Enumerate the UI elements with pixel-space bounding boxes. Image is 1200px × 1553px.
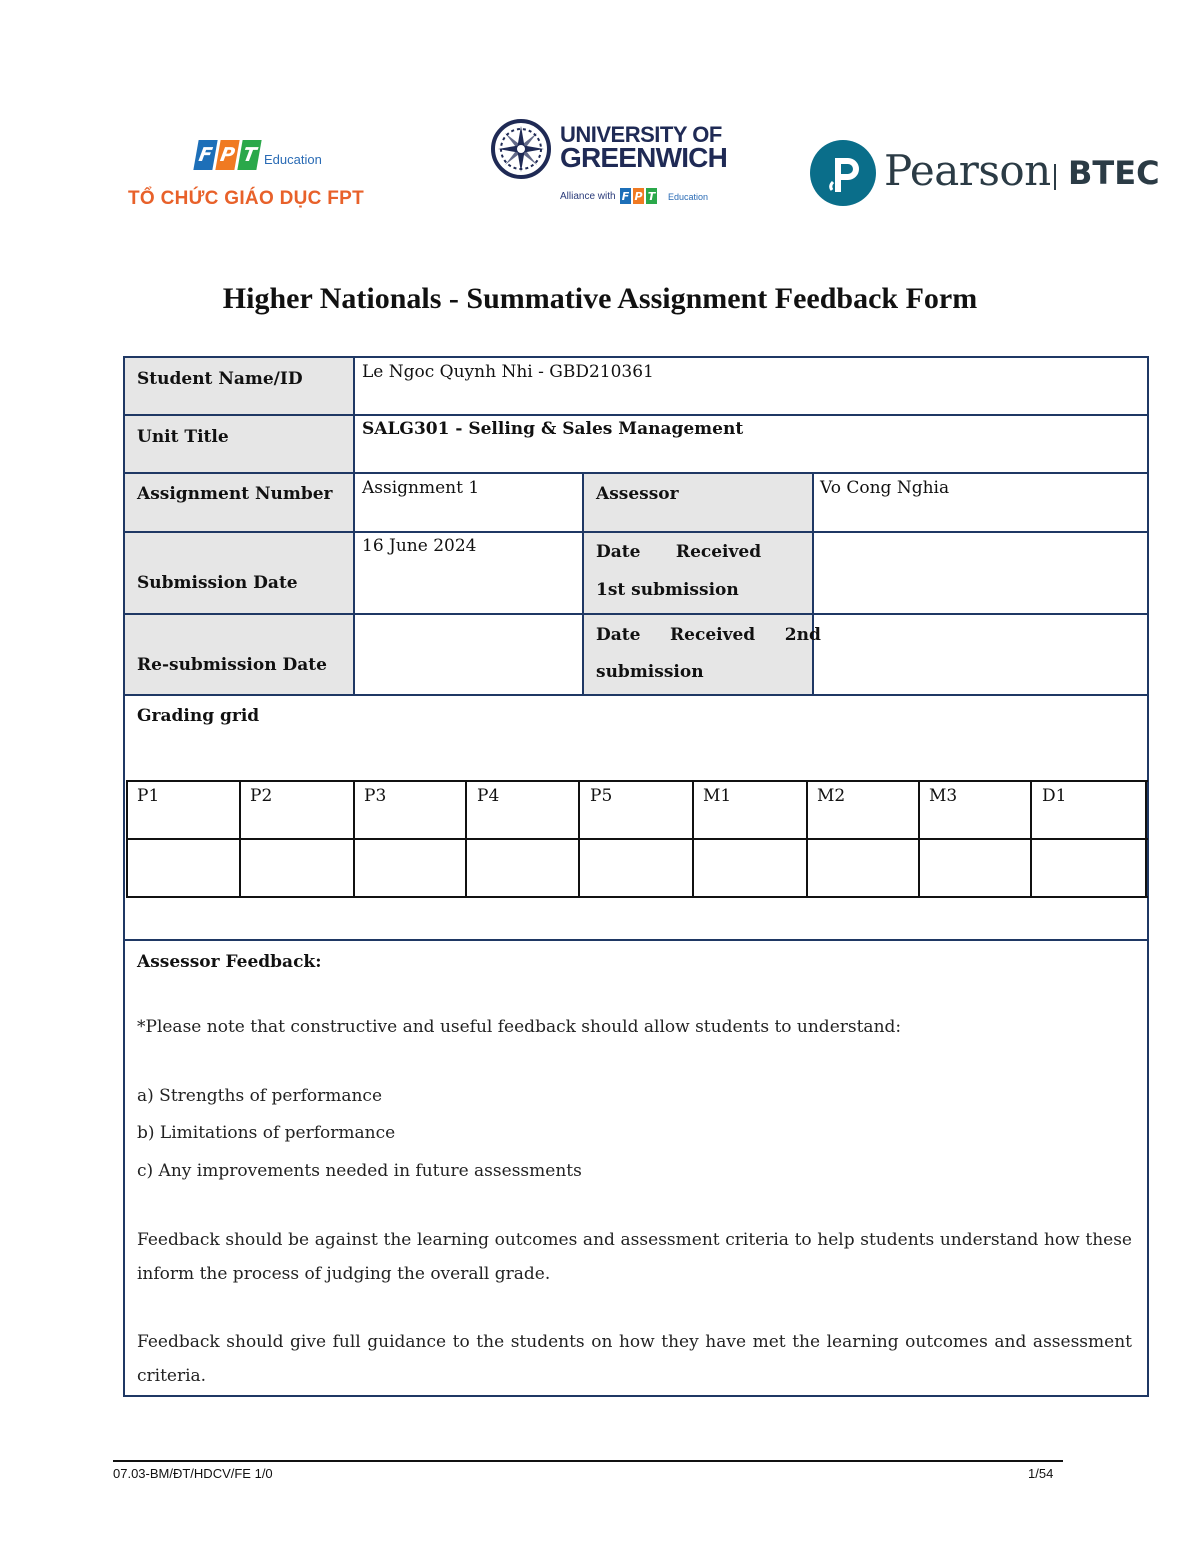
date-received-first-label: Date Received — [596, 542, 762, 562]
criterion-p2: P2 — [250, 786, 273, 806]
column-divider — [582, 472, 584, 696]
student-name-value: Le Ngoc Quynh Nhi - GBD210361 — [362, 362, 654, 382]
greenwich-alliance-text: Alliance with — [560, 191, 616, 202]
page-title: Higher Nationals - Summative Assignment Feedback Form — [222, 282, 978, 315]
criterion-m2: M2 — [817, 786, 846, 806]
submission-date-value: 16 June 2024 — [362, 536, 477, 556]
university-of-greenwich-logo — [490, 118, 728, 210]
page-number: 1/54 — [1028, 1466, 1054, 1481]
grid-line — [126, 896, 1148, 898]
mini-letter-t: T — [647, 189, 656, 203]
pearson-btec-logo — [810, 138, 1160, 214]
btec-wordmark: BTEC — [1068, 154, 1160, 192]
row-divider — [123, 472, 1149, 474]
greenwich-title-line2: GREENWICH — [560, 142, 728, 173]
grid-line — [465, 780, 467, 898]
unit-title-value: SALG301 - Selling & Sales Management — [362, 419, 744, 439]
grid-line — [806, 780, 808, 898]
fpt-education-text: Education — [264, 152, 322, 167]
fpt-letters — [196, 140, 259, 170]
grid-line — [126, 780, 128, 898]
column-divider — [812, 472, 814, 696]
footer-divider — [113, 1460, 1063, 1462]
document-code: 07.03-BM/ĐT/HDCV/FE 1/0 — [113, 1466, 273, 1481]
student-name-label: Student Name/ID — [137, 369, 303, 389]
pearson-separator — [1054, 164, 1056, 190]
criterion-p5: P5 — [590, 786, 613, 806]
second-submission-label: submission — [596, 662, 704, 682]
greenwich-compass-icon — [490, 118, 552, 180]
criterion-m1: M1 — [703, 786, 732, 806]
unit-title-label: Unit Title — [137, 427, 229, 447]
greenwich-fpt-mini-logo — [620, 188, 657, 204]
grading-grid-label: Grading grid — [137, 706, 260, 726]
assignment-number-value: Assignment 1 — [362, 478, 480, 498]
feedback-note: *Please note that constructive and useful feedback should allow students to understand: — [137, 1017, 902, 1037]
criterion-p1: P1 — [137, 786, 160, 806]
grid-line — [1030, 780, 1032, 898]
row-divider — [123, 531, 1149, 533]
submission-date-label: Submission Date — [137, 573, 298, 593]
criterion-d1: D1 — [1042, 786, 1067, 806]
resubmission-date-label: Re-submission Date — [137, 655, 327, 675]
date-received-second-label: Date Received 2nd — [596, 625, 821, 645]
row-divider — [123, 613, 1149, 615]
feedback-paragraph-guidance: Feedback should give full guidance to the students on how they have met the learning outcomes and assessment criteria. — [137, 1332, 1132, 1386]
feedback-item-strengths: a) Strengths of performance — [137, 1086, 383, 1106]
assignment-number-label: Assignment Number — [137, 484, 333, 504]
feedback-paragraph-outcomes: Feedback should be against the learning outcomes and assessment criteria to help students understand how these inform the process of judging the overall grade. — [137, 1230, 1132, 1284]
assessor-value: Vo Cong Nghia — [820, 478, 950, 498]
grid-line — [239, 780, 241, 898]
grid-line — [1145, 780, 1147, 898]
feedback-item-improvements: c) Any improvements needed in future assessments — [137, 1161, 582, 1181]
fpt-organization-name: TỔ CHỨC GIÁO DỤC FPT — [128, 188, 365, 209]
pearson-p-icon — [810, 140, 876, 206]
row-divider — [123, 939, 1149, 941]
row-divider — [123, 694, 1149, 696]
fpt-education-logo — [128, 140, 398, 220]
greenwich-title-line1: UNIVERSITY OF — [560, 122, 722, 147]
feedback-item-limitations: b) Limitations of performance — [137, 1123, 396, 1143]
mini-letter-p: P — [634, 189, 643, 203]
fpt-letter-p: P — [215, 140, 239, 170]
assessor-label: Assessor — [596, 484, 679, 504]
first-submission-label: 1st submission — [596, 580, 739, 600]
fpt-letter-f: F — [193, 140, 217, 170]
grid-line — [126, 838, 1148, 840]
criterion-p3: P3 — [364, 786, 387, 806]
column-divider — [353, 356, 355, 696]
greenwich-education-text: Education — [668, 192, 709, 202]
grid-line — [126, 780, 1148, 782]
row-divider — [123, 414, 1149, 416]
fpt-letter-t: T — [237, 140, 261, 170]
criterion-p4: P4 — [477, 786, 500, 806]
grid-line — [353, 780, 355, 898]
criterion-m3: M3 — [929, 786, 958, 806]
mini-letter-f: F — [621, 189, 630, 203]
pearson-wordmark: Pearson — [884, 146, 1051, 195]
assessor-feedback-heading: Assessor Feedback: — [137, 952, 322, 972]
grid-line — [692, 780, 694, 898]
grid-line — [578, 780, 580, 898]
grid-line — [918, 780, 920, 898]
